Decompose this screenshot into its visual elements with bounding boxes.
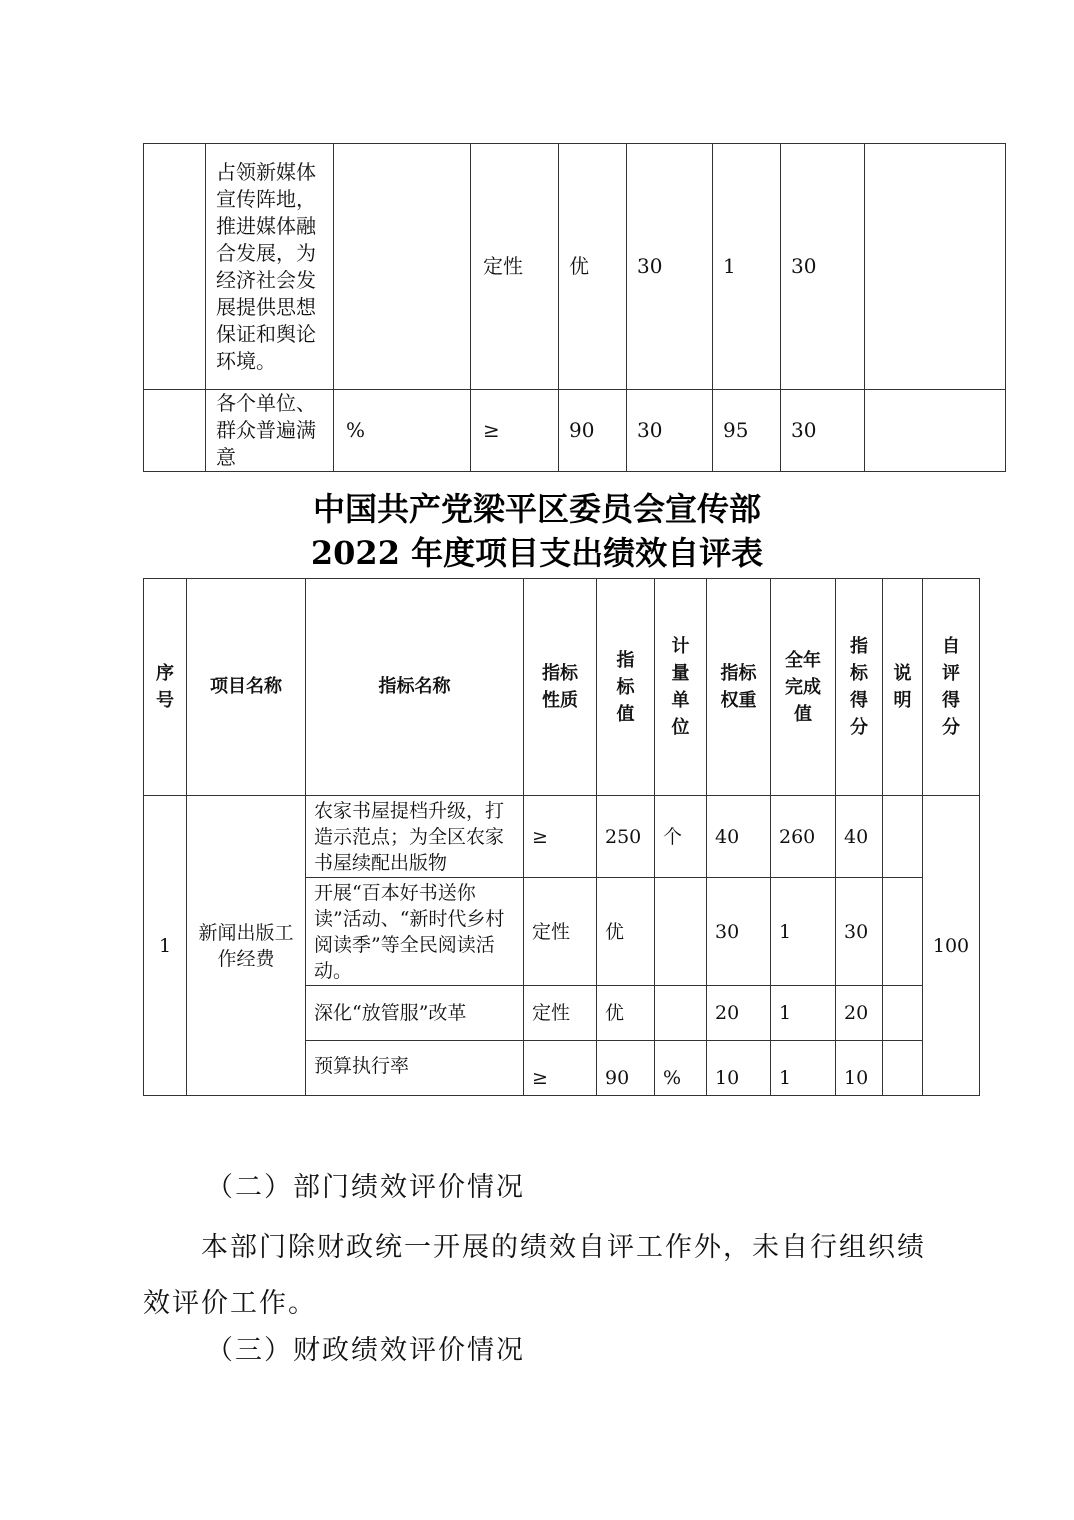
header-project bbox=[187, 579, 306, 796]
actual-cell: 1 bbox=[771, 1041, 836, 1096]
header-label: 项目名称 bbox=[210, 676, 282, 697]
unit-cell: 个 bbox=[655, 796, 707, 878]
seq-cell: 1 bbox=[144, 796, 187, 1096]
table-row bbox=[144, 144, 1006, 390]
indicator-cell: 开展“百本好书送你读”活动、“新时代乡村阅读季”等全民阅读活动。 bbox=[306, 878, 524, 986]
actual-cell: 1 bbox=[771, 986, 836, 1041]
header-label: 自 评 得 分 bbox=[942, 636, 960, 738]
weight-cell: 10 bbox=[707, 1041, 771, 1096]
header-label: 说 明 bbox=[893, 663, 912, 711]
unit-cell bbox=[334, 144, 471, 390]
note-cell bbox=[883, 1041, 923, 1096]
header-indicator bbox=[306, 579, 524, 796]
header-unit bbox=[655, 579, 707, 796]
indicator-cell: 各个单位、群众普遍满意 bbox=[206, 390, 334, 472]
actual-cell: 1 bbox=[713, 144, 781, 390]
nature-cell: ≥ bbox=[524, 1041, 597, 1096]
header-nature bbox=[524, 579, 597, 796]
unit-cell bbox=[655, 986, 707, 1041]
table-header-row bbox=[144, 579, 980, 796]
score-cell: 10 bbox=[836, 1041, 883, 1096]
weight-cell: 30 bbox=[627, 390, 713, 472]
unit-cell: % bbox=[334, 390, 471, 472]
blank-cell bbox=[144, 390, 206, 472]
header-label: 指标 权重 bbox=[720, 663, 757, 711]
unit-cell: % bbox=[655, 1041, 707, 1096]
header-label: 指 标 得 分 bbox=[850, 636, 868, 738]
header-label: 指标名称 bbox=[378, 676, 451, 697]
table-row bbox=[144, 390, 1006, 472]
score-cell: 30 bbox=[781, 390, 865, 472]
score-cell: 30 bbox=[781, 144, 865, 390]
blank-cell bbox=[144, 144, 206, 390]
target-cell: 90 bbox=[559, 390, 627, 472]
indicator-cell: 深化“放管服”改革 bbox=[306, 986, 524, 1041]
indicator-cell: 占领新媒体宣传阵地，推进媒体融合发展，为经济社会发展提供思想保证和舆论环境。 bbox=[206, 144, 334, 390]
header-weight bbox=[707, 579, 771, 796]
nature-cell: ≥ bbox=[524, 796, 597, 878]
score-cell: 40 bbox=[836, 796, 883, 878]
nature-cell: 定性 bbox=[524, 878, 597, 986]
actual-cell: 260 bbox=[771, 796, 836, 878]
header-label: 序 号 bbox=[156, 663, 174, 711]
header-label: 指标 性质 bbox=[542, 663, 578, 711]
note-cell bbox=[883, 878, 923, 986]
nature-cell: 定性 bbox=[524, 986, 597, 1041]
note-cell bbox=[883, 796, 923, 878]
target-cell: 250 bbox=[597, 796, 655, 878]
table-row bbox=[144, 796, 980, 878]
section-body-dept: 本部门除财政统一开展的绩效自评工作外，未自行组织绩效评价工作。 bbox=[143, 1232, 926, 1319]
weight-cell: 30 bbox=[627, 144, 713, 390]
actual-cell: 1 bbox=[771, 878, 836, 986]
header-seq bbox=[144, 579, 187, 796]
performance-table bbox=[143, 578, 980, 1096]
project-cell: 新闻出版工作经费 bbox=[187, 796, 306, 1096]
top-continuation-table bbox=[143, 143, 1006, 472]
header-label: 指 标 值 bbox=[616, 649, 635, 725]
indicator-cell: 农家书屋提档升级，打造示范点；为全区农家书屋续配出版物 bbox=[306, 796, 524, 878]
weight-cell: 30 bbox=[707, 878, 771, 986]
indicator-cell: 预算执行率 bbox=[306, 1041, 524, 1096]
page-subtitle: 2022 年度项目支出绩效自评表 bbox=[310, 534, 764, 572]
header-label: 全年 完成 值 bbox=[785, 649, 821, 725]
weight-cell: 40 bbox=[707, 796, 771, 878]
actual-cell: 95 bbox=[713, 390, 781, 472]
header-actual bbox=[771, 579, 836, 796]
section-heading-dept: （二）部门绩效评价情况 bbox=[206, 1172, 525, 1203]
header-label: 计 量 单 位 bbox=[671, 636, 690, 738]
score-cell: 20 bbox=[836, 986, 883, 1041]
score-cell: 30 bbox=[836, 878, 883, 986]
target-cell: 90 bbox=[597, 1041, 655, 1096]
header-score bbox=[836, 579, 883, 796]
page-title: 中国共产党梁平区委员会宣传部 bbox=[312, 490, 761, 528]
nature-cell: ≥ bbox=[471, 390, 559, 472]
self-score-cell: 100 bbox=[923, 796, 980, 1096]
note-cell bbox=[865, 144, 1006, 390]
header-target bbox=[597, 579, 655, 796]
header-note bbox=[883, 579, 923, 796]
header-self-score bbox=[923, 579, 980, 796]
note-cell bbox=[883, 986, 923, 1041]
target-cell: 优 bbox=[597, 878, 655, 986]
section-heading-fin: （三）财政绩效评价情况 bbox=[206, 1335, 525, 1366]
target-cell: 优 bbox=[559, 144, 627, 390]
unit-cell bbox=[655, 878, 707, 986]
weight-cell: 20 bbox=[707, 986, 771, 1041]
note-cell bbox=[865, 390, 1006, 472]
nature-cell: 定性 bbox=[471, 144, 559, 390]
target-cell: 优 bbox=[597, 986, 655, 1041]
